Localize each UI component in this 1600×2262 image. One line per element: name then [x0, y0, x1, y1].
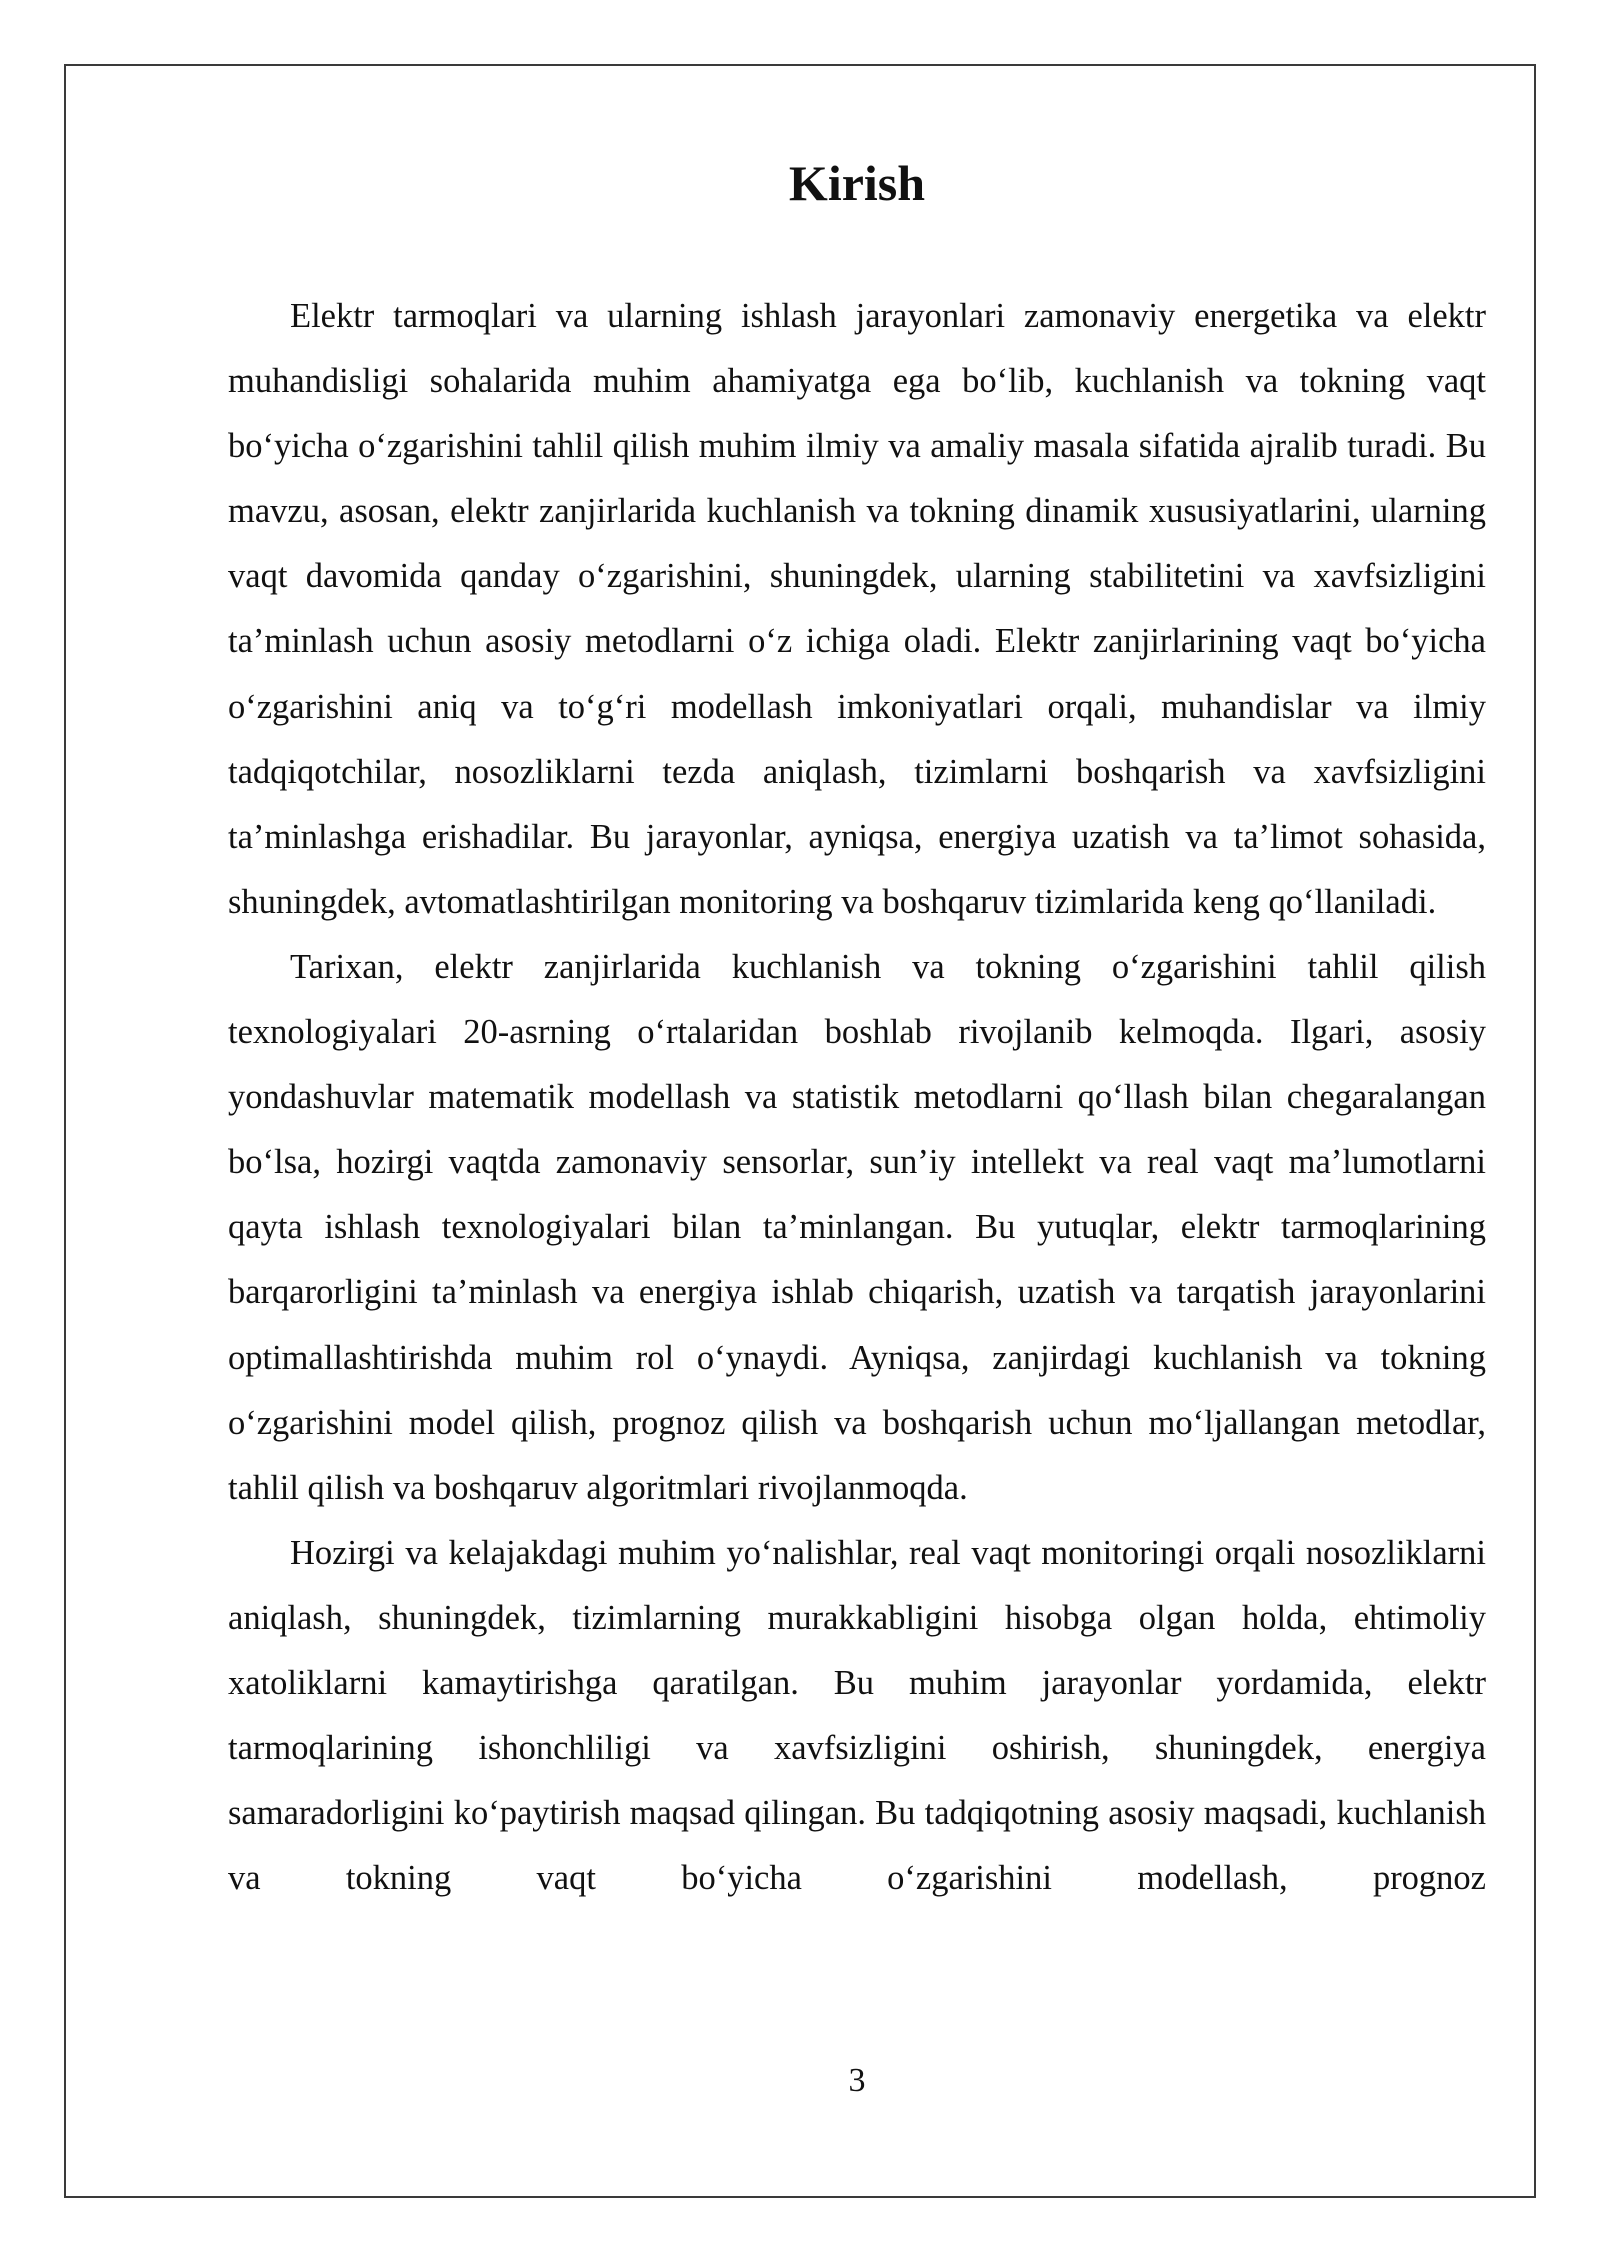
page-number: 3: [848, 2062, 866, 2099]
paragraph-2: Tarixan, elektr zanjirlarida kuchlanish va tokning o‘zgarishini tahlil qilish texnologiyalari 20-asrning o‘rtalaridan boshlab rivojlanib kelmoqda. Ilgari, asosiy yondashuvlar matematik modellash va statistik metodlarni qo‘llash bilan chegaralangan bo‘lsa, hozirgi vaqtda zamonaviy sensorlar, sun’iy intellekt va real vaqt ma’lumotlarni qayta ishlash texnologiyalari bilan ta’minlangan. Bu yutuqlar, elektr tarmoqlarining barqarorligini ta’minlash va energiya ishlab chiqarish, uzatish va tarqatish jarayonlarini optimallashtirishda muhim rol o‘ynaydi. Ayniqsa, zanjirdagi kuchlanish va tokning o‘zgarishini model qilish, prognoz qilish va boshqarish uchun mo‘ljallangan metodlar, tahlil qilish va boshqaruv algoritmlari rivojlanmoqda.: [228, 947, 1486, 1507]
document-body: [228, 284, 1486, 1911]
paragraph-1: Elektr tarmoqlari va ularning ishlash jarayonlari zamonaviy energetika va elektr muhandisligi sohalarida muhim ahamiyatga ega bo‘lib, kuchlanish va tokning vaqt bo‘yicha o‘zgarishini tahlil qilish muhim ilmiy va amaliy masala sifatida ajralib turadi. Bu mavzu, asosan, elektr zanjirlarida kuchlanish va tokning dinamik xususiyatlarini, ularning vaqt davomida qanday o‘zgarishini, shuningdek, ularning stabilitetini va xavfsizligini ta’minlash uchun asosiy metodlarni o‘z ichiga oladi. Elektr zanjirlarining vaqt bo‘yicha o‘zgarishini aniq va to‘g‘ri modellash imkoniyatlari orqali, muhandislar va ilmiy tadqiqotchilar, nosozliklarni tezda aniqlash, tizimlarni boshqarish va xavfsizligini ta’minlashga erishadilar. Bu jarayonlar, ayniqsa, energiya uzatish va ta’limot sohasida, shuningdek, avtomatlashtirilgan monitoring va boshqaruv tizimlarida keng qo‘llaniladi.: [228, 297, 1486, 921]
page-title: Kirish: [788, 155, 926, 211]
paragraph-3: Hozirgi va kelajakdagi muhim yo‘nalishlar, real vaqt monitoringi orqali nosozliklarni aniqlash, shuningdek, tizimlarning murakkabligini hisobga olgan holda, ehtimoliy xatoliklarni kamaytirishga qaratilgan. Bu muhim jarayonlar yordamida, elektr tarmoqlarining ishonchliligi va xavfsizligini oshirish, shuningdek, energiya samaradorligini ko‘paytirish maqsad qilingan. Bu tadqiqotning asosiy maqsadi, kuchlanish va tokning vaqt bo‘yicha o‘zgarishini modellash, prognoz: [228, 1533, 1486, 1898]
